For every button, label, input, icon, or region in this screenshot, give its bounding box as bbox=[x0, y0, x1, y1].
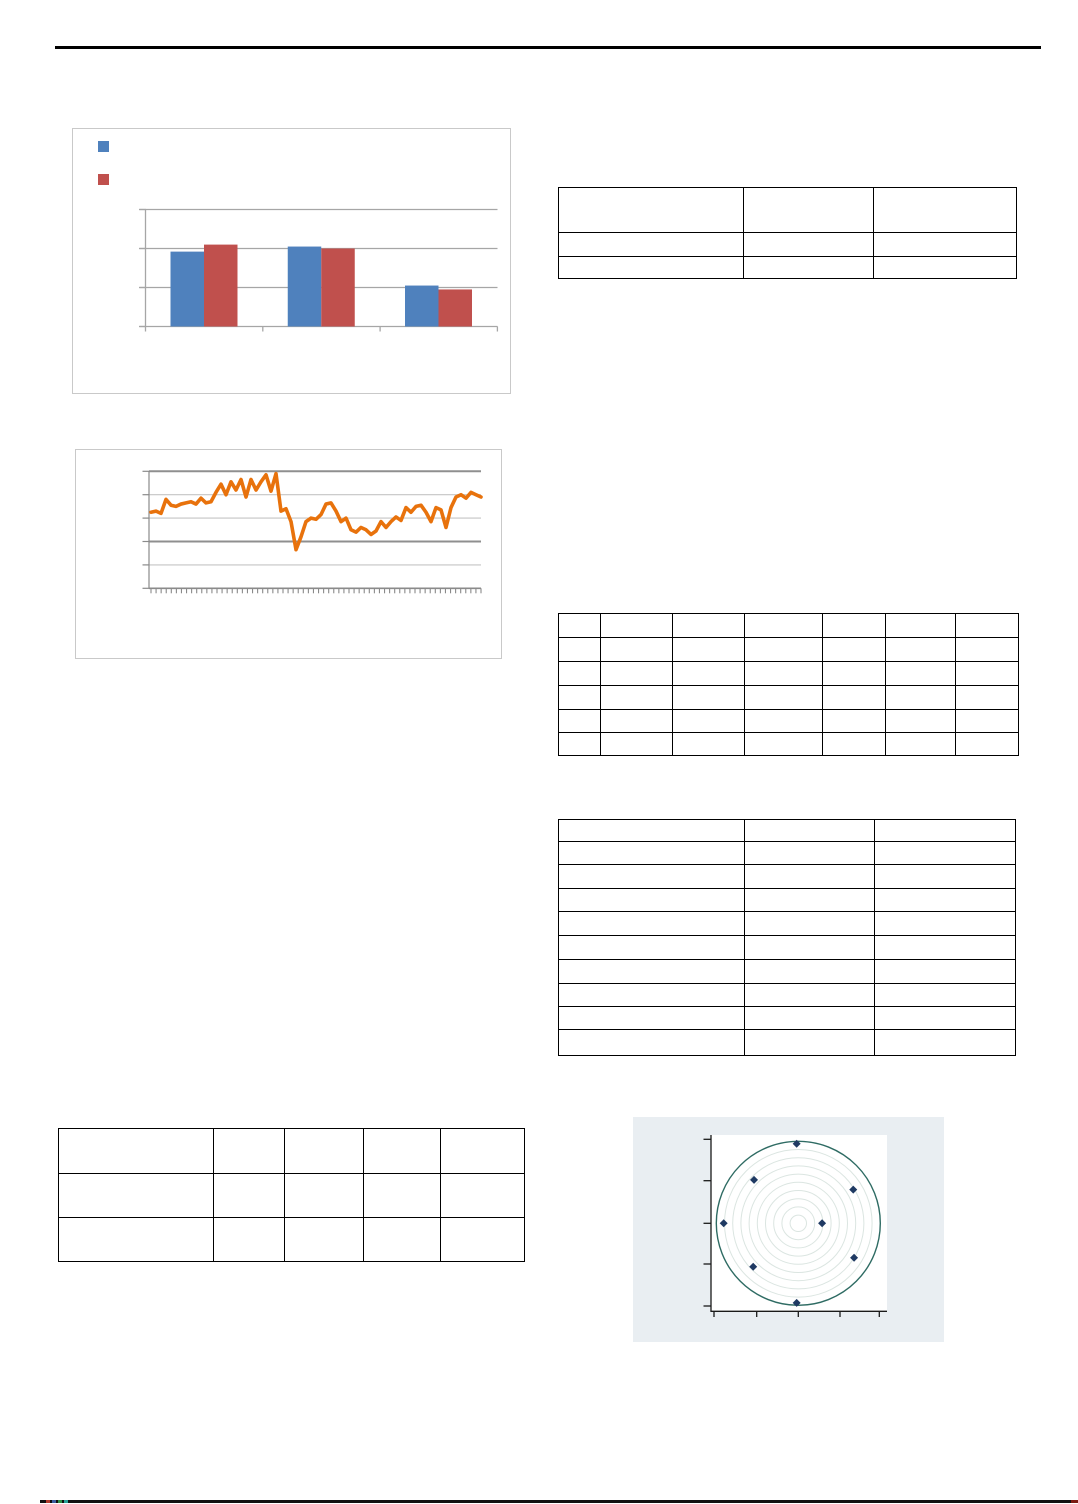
table-row bbox=[559, 842, 1016, 865]
table-cell bbox=[745, 638, 823, 662]
table-cell bbox=[875, 820, 1016, 842]
table-cell bbox=[886, 614, 956, 638]
table-cell bbox=[956, 686, 1019, 710]
legend-swatch-series2 bbox=[98, 174, 109, 185]
color-speck bbox=[52, 1500, 56, 1503]
table-cell bbox=[745, 1030, 875, 1056]
table-three-col bbox=[558, 819, 1016, 1056]
table-cell bbox=[285, 1129, 364, 1174]
table-cell bbox=[875, 936, 1016, 960]
table-seven-col bbox=[558, 613, 1019, 756]
table-cell bbox=[559, 233, 744, 257]
bar-series2 bbox=[204, 245, 238, 327]
table-cell bbox=[559, 1007, 745, 1030]
grouped-bar-chart bbox=[72, 128, 511, 394]
table-cell bbox=[441, 1174, 525, 1218]
table-cell bbox=[886, 662, 956, 686]
table-bottom-left bbox=[58, 1128, 525, 1262]
table-cell bbox=[875, 1007, 1016, 1030]
table-row bbox=[559, 1030, 1016, 1056]
table-row bbox=[559, 638, 1019, 662]
table-cell bbox=[823, 733, 886, 756]
table-cell bbox=[214, 1129, 285, 1174]
legend-swatch-series1 bbox=[98, 141, 109, 152]
table-row bbox=[559, 865, 1016, 889]
table-row bbox=[559, 188, 1017, 233]
table-cell bbox=[745, 614, 823, 638]
table-cell bbox=[875, 889, 1016, 912]
table-cell bbox=[874, 188, 1017, 233]
table-cell bbox=[673, 638, 745, 662]
table-cell bbox=[823, 662, 886, 686]
table-cell bbox=[559, 614, 601, 638]
table-cell bbox=[559, 188, 744, 233]
table-cell bbox=[559, 638, 601, 662]
table-cell bbox=[673, 686, 745, 710]
table-cell bbox=[214, 1218, 285, 1262]
table-cell bbox=[601, 662, 673, 686]
table-cell bbox=[673, 733, 745, 756]
table-cell bbox=[559, 936, 745, 960]
table-cell bbox=[601, 710, 673, 733]
color-speck bbox=[64, 1500, 68, 1503]
table-cell bbox=[875, 1030, 1016, 1056]
table-row bbox=[559, 233, 1017, 257]
table-row bbox=[59, 1129, 525, 1174]
table-cell bbox=[364, 1174, 441, 1218]
table-cell bbox=[956, 614, 1019, 638]
polar-scatter-chart bbox=[633, 1117, 944, 1342]
table-cell bbox=[823, 686, 886, 710]
table-cell bbox=[744, 257, 874, 279]
table-cell bbox=[875, 960, 1016, 984]
table-cell bbox=[559, 257, 744, 279]
table-cell bbox=[559, 865, 745, 889]
table-cell bbox=[745, 733, 823, 756]
table-cell bbox=[673, 662, 745, 686]
table-row bbox=[559, 733, 1019, 756]
table-cell bbox=[441, 1129, 525, 1174]
table-row bbox=[559, 984, 1016, 1007]
table-row bbox=[59, 1174, 525, 1218]
table-cell bbox=[956, 638, 1019, 662]
table-cell bbox=[875, 912, 1016, 936]
table-cell bbox=[886, 638, 956, 662]
table-row bbox=[559, 257, 1017, 279]
table-row bbox=[559, 912, 1016, 936]
bottom-rule bbox=[40, 1500, 1078, 1503]
table-cell bbox=[745, 912, 875, 936]
table-cell bbox=[823, 638, 886, 662]
bar-series1 bbox=[288, 247, 322, 327]
table-cell bbox=[874, 257, 1017, 279]
table-cell bbox=[886, 733, 956, 756]
table-cell bbox=[285, 1218, 364, 1262]
table-cell bbox=[559, 733, 601, 756]
bar-series1 bbox=[405, 286, 439, 327]
table-row bbox=[559, 820, 1016, 842]
table-cell bbox=[559, 662, 601, 686]
table-cell bbox=[745, 865, 875, 889]
color-speck bbox=[58, 1500, 62, 1503]
table-cell bbox=[364, 1129, 441, 1174]
table-row bbox=[559, 710, 1019, 733]
table-row bbox=[559, 662, 1019, 686]
color-speck bbox=[46, 1500, 50, 1503]
table-cell bbox=[745, 889, 875, 912]
table-cell bbox=[559, 889, 745, 912]
table-top-right bbox=[558, 187, 1017, 279]
bar-chart-canvas bbox=[73, 129, 510, 393]
bar-series1 bbox=[171, 252, 205, 327]
table-cell bbox=[745, 710, 823, 733]
table-row bbox=[559, 1007, 1016, 1030]
table-cell bbox=[441, 1218, 525, 1262]
table-cell bbox=[886, 686, 956, 710]
table-cell bbox=[214, 1174, 285, 1218]
table-cell bbox=[601, 638, 673, 662]
table-cell bbox=[559, 686, 601, 710]
table-cell bbox=[559, 960, 745, 984]
table-cell bbox=[744, 233, 874, 257]
table-cell bbox=[559, 1030, 745, 1056]
table-cell bbox=[745, 960, 875, 984]
table-cell bbox=[823, 710, 886, 733]
table-row bbox=[559, 936, 1016, 960]
table-cell bbox=[745, 1007, 875, 1030]
table-cell bbox=[956, 733, 1019, 756]
table-cell bbox=[745, 984, 875, 1007]
table-cell bbox=[285, 1174, 364, 1218]
table-cell bbox=[874, 233, 1017, 257]
table-cell bbox=[364, 1218, 441, 1262]
table-cell bbox=[601, 686, 673, 710]
table-cell bbox=[875, 984, 1016, 1007]
line-chart-canvas bbox=[76, 450, 501, 658]
table-cell bbox=[745, 842, 875, 865]
table-row bbox=[559, 686, 1019, 710]
table-cell bbox=[875, 842, 1016, 865]
table-row bbox=[559, 614, 1019, 638]
table-cell bbox=[559, 984, 745, 1007]
table-cell bbox=[956, 710, 1019, 733]
bar-series2 bbox=[321, 249, 355, 327]
plot-area bbox=[711, 1135, 887, 1311]
table-cell bbox=[673, 710, 745, 733]
table-cell bbox=[601, 614, 673, 638]
table-row bbox=[559, 889, 1016, 912]
table-cell bbox=[559, 710, 601, 733]
table-row bbox=[559, 960, 1016, 984]
table-cell bbox=[59, 1174, 214, 1218]
table-cell bbox=[745, 820, 875, 842]
table-cell bbox=[673, 614, 745, 638]
table-cell bbox=[886, 710, 956, 733]
table-cell bbox=[559, 912, 745, 936]
table-cell bbox=[559, 820, 745, 842]
table-cell bbox=[823, 614, 886, 638]
table-cell bbox=[745, 686, 823, 710]
table-cell bbox=[875, 865, 1016, 889]
bar-series2 bbox=[439, 289, 473, 326]
table-row bbox=[59, 1218, 525, 1262]
table-cell bbox=[745, 662, 823, 686]
table-cell bbox=[744, 188, 874, 233]
table-cell bbox=[59, 1218, 214, 1262]
header-rule bbox=[55, 46, 1041, 49]
polar-canvas bbox=[633, 1117, 944, 1342]
table-cell bbox=[745, 936, 875, 960]
table-cell bbox=[559, 842, 745, 865]
data-line bbox=[151, 474, 481, 550]
bottom-rule-red-tip bbox=[1071, 1500, 1078, 1503]
table-cell bbox=[59, 1129, 214, 1174]
table-cell bbox=[956, 662, 1019, 686]
table-cell bbox=[601, 733, 673, 756]
line-chart bbox=[75, 449, 502, 659]
